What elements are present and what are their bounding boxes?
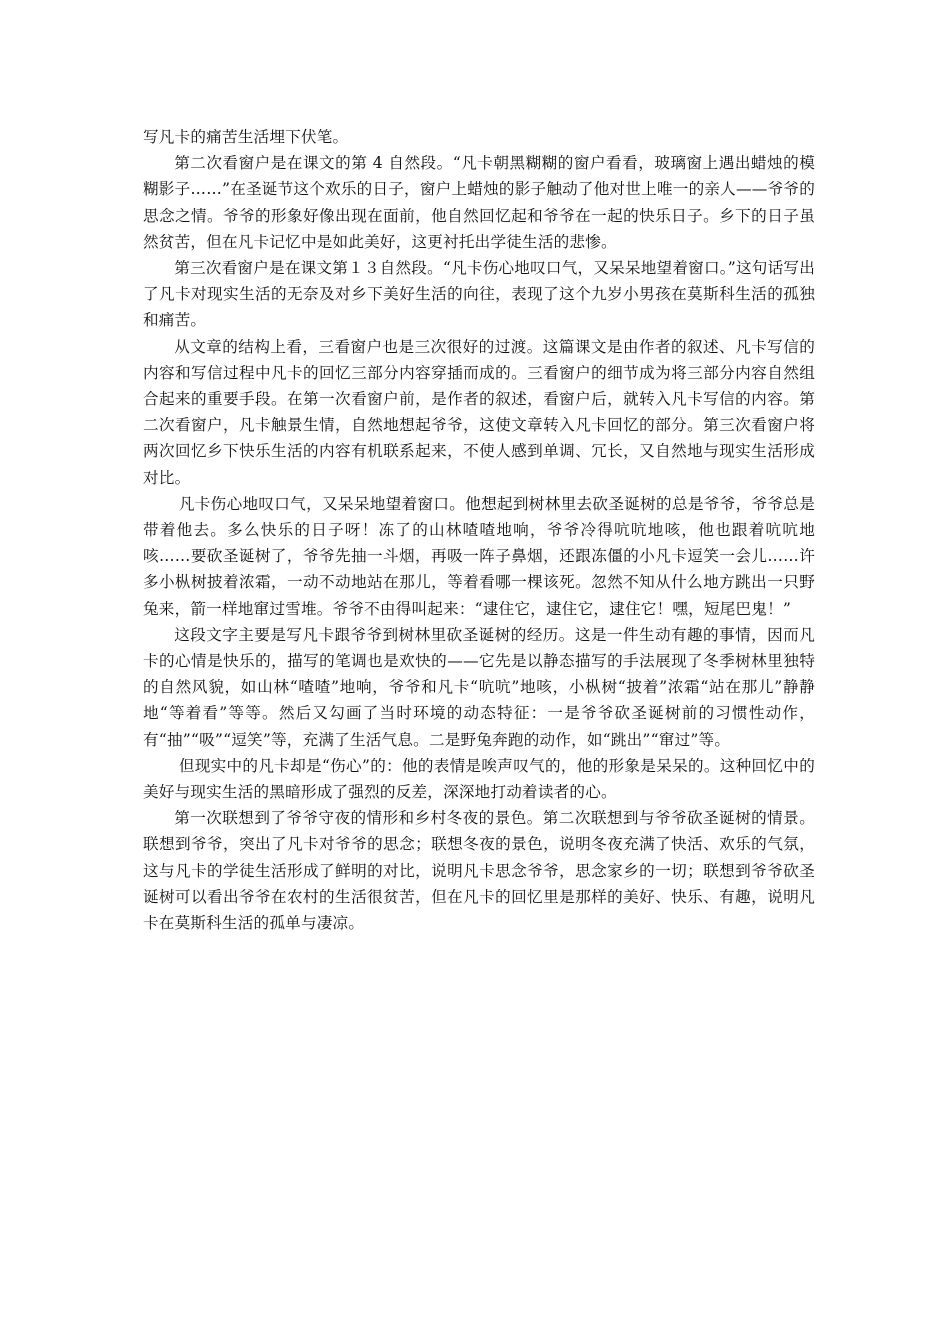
paragraph-third-window: 第三次看窗户是在课文第１３自然段。“凡卡伤心地叹口气，又呆呆地望着窗口。”这句话写出了凡卡对现实生活的无奈及对乡下美好生活的向往，表现了这个九岁小男孩在莫斯科生活的孤独和痛苦。 <box>143 259 815 330</box>
document-body <box>143 124 815 936</box>
paragraph-continuation: 写凡卡的痛苦生活埋下伏笔。 <box>143 128 349 146</box>
paragraph-analysis-forest: 这段文字主要是写凡卡跟爷爷到树林里砍圣诞树的经历。这是一件生动有趣的事情，因而凡卡的心情是快乐的，描写的笔调也是欢快的——它先是以静态描写的手法展现了冬季树林里独特的自然风貌，如山林“喳喳”地响，爷爷和凡卡“吭吭”地咳，小枞树“披着”浓霜“站在那儿”静静地“等着看”等等。然后又勾画了当时环境的动态特征：一是爷爷砍圣诞树前的习惯性动作，有“抽”“吸”“逗笑”等，充满了生活气息。二是野兔奔跑的动作，如“跳出”“窜过”等。 <box>143 625 815 749</box>
paragraph-reality-contrast: 但现实中的凡卡却是“伤心”的：他的表情是唉声叹气的，他的形象是呆呆的。这种回忆中的美好与现实生活的黑暗形成了强烈的反差，深深地打动着读者的心。 <box>143 756 815 802</box>
paragraph-second-window: 第二次看窗户是在课文的第 4 自然段。“凡卡朝黑糊糊的窗户看看，玻璃窗上遇出蜡烛的模糊影子……”在圣诞节这个欢乐的日子，窗户上蜡烛的影子触动了他对世上唯一的亲人——爷爷的思念之情。爷爷的形象好像出现在面前，他自然回忆起和爷爷在一起的快乐日子。乡下的日子虽然贫苦，但在凡卡记忆中是如此美好，这更衬托出学徒生活的悲惨。 <box>143 154 815 251</box>
paragraph-associations: 第一次联想到了爷爷守夜的情形和乡村冬夜的景色。第二次联想到与爷爷砍圣诞树的情景。联想到爷爷，突出了凡卡对爷爷的思念；联想冬夜的景色，说明冬夜充满了快活、欢乐的气氛，这与凡卡的学徒生活形成了鲜明的对比，说明凡卡思念爷爷，思念家乡的一切；联想到爷爷砍圣诞树可以看出爷爷在农村的生活很贫苦，但在凡卡的回忆里是那样的美好、快乐、有趣，说明凡卡在莫斯科生活的孤单与凄凉。 <box>143 809 815 933</box>
paragraph-quote-forest: 凡卡伤心地叹口气，又呆呆地望着窗口。他想起到树林里去砍圣诞树的总是爷爷，爷爷总是带着他去。多么快乐的日子呀！冻了的山林喳喳地响，爷爷冷得吭吭地咳，他也跟着吭吭地咳……要砍圣诞树了，爷爷先抽一斗烟，再吸一阵子鼻烟，还跟冻僵的小凡卡逗笑一会儿……许多小枞树披着浓霜，一动不动地站在那儿，等着看哪一棵该死。忽然不知从什么地方跳出一只野兔来，箭一样地窜过雪堆。爷爷不由得叫起来：“逮住它，逮住它，逮住它！嘿，短尾巴鬼！” <box>143 494 815 618</box>
paragraph-structure: 从文章的结构上看，三看窗户也是三次很好的过渡。这篇课文是由作者的叙述、凡卡写信的内容和写信过程中凡卡的回忆三部分内容穿插而成的。三看窗户的细节成为将三部分内容自然组合起来的重要手段。在第一次看窗户前，是作者的叙述，看窗户后，就转入凡卡写信的内容。第二次看窗户，凡卡触景生情，自然地想起爷爷，这使文章转入凡卡回忆的部分。第三次看窗户将两次回忆乡下快乐生活的内容有机联系起来，不使人感到单调、冗长，又自然地与现实生活形成对比。 <box>143 337 815 487</box>
